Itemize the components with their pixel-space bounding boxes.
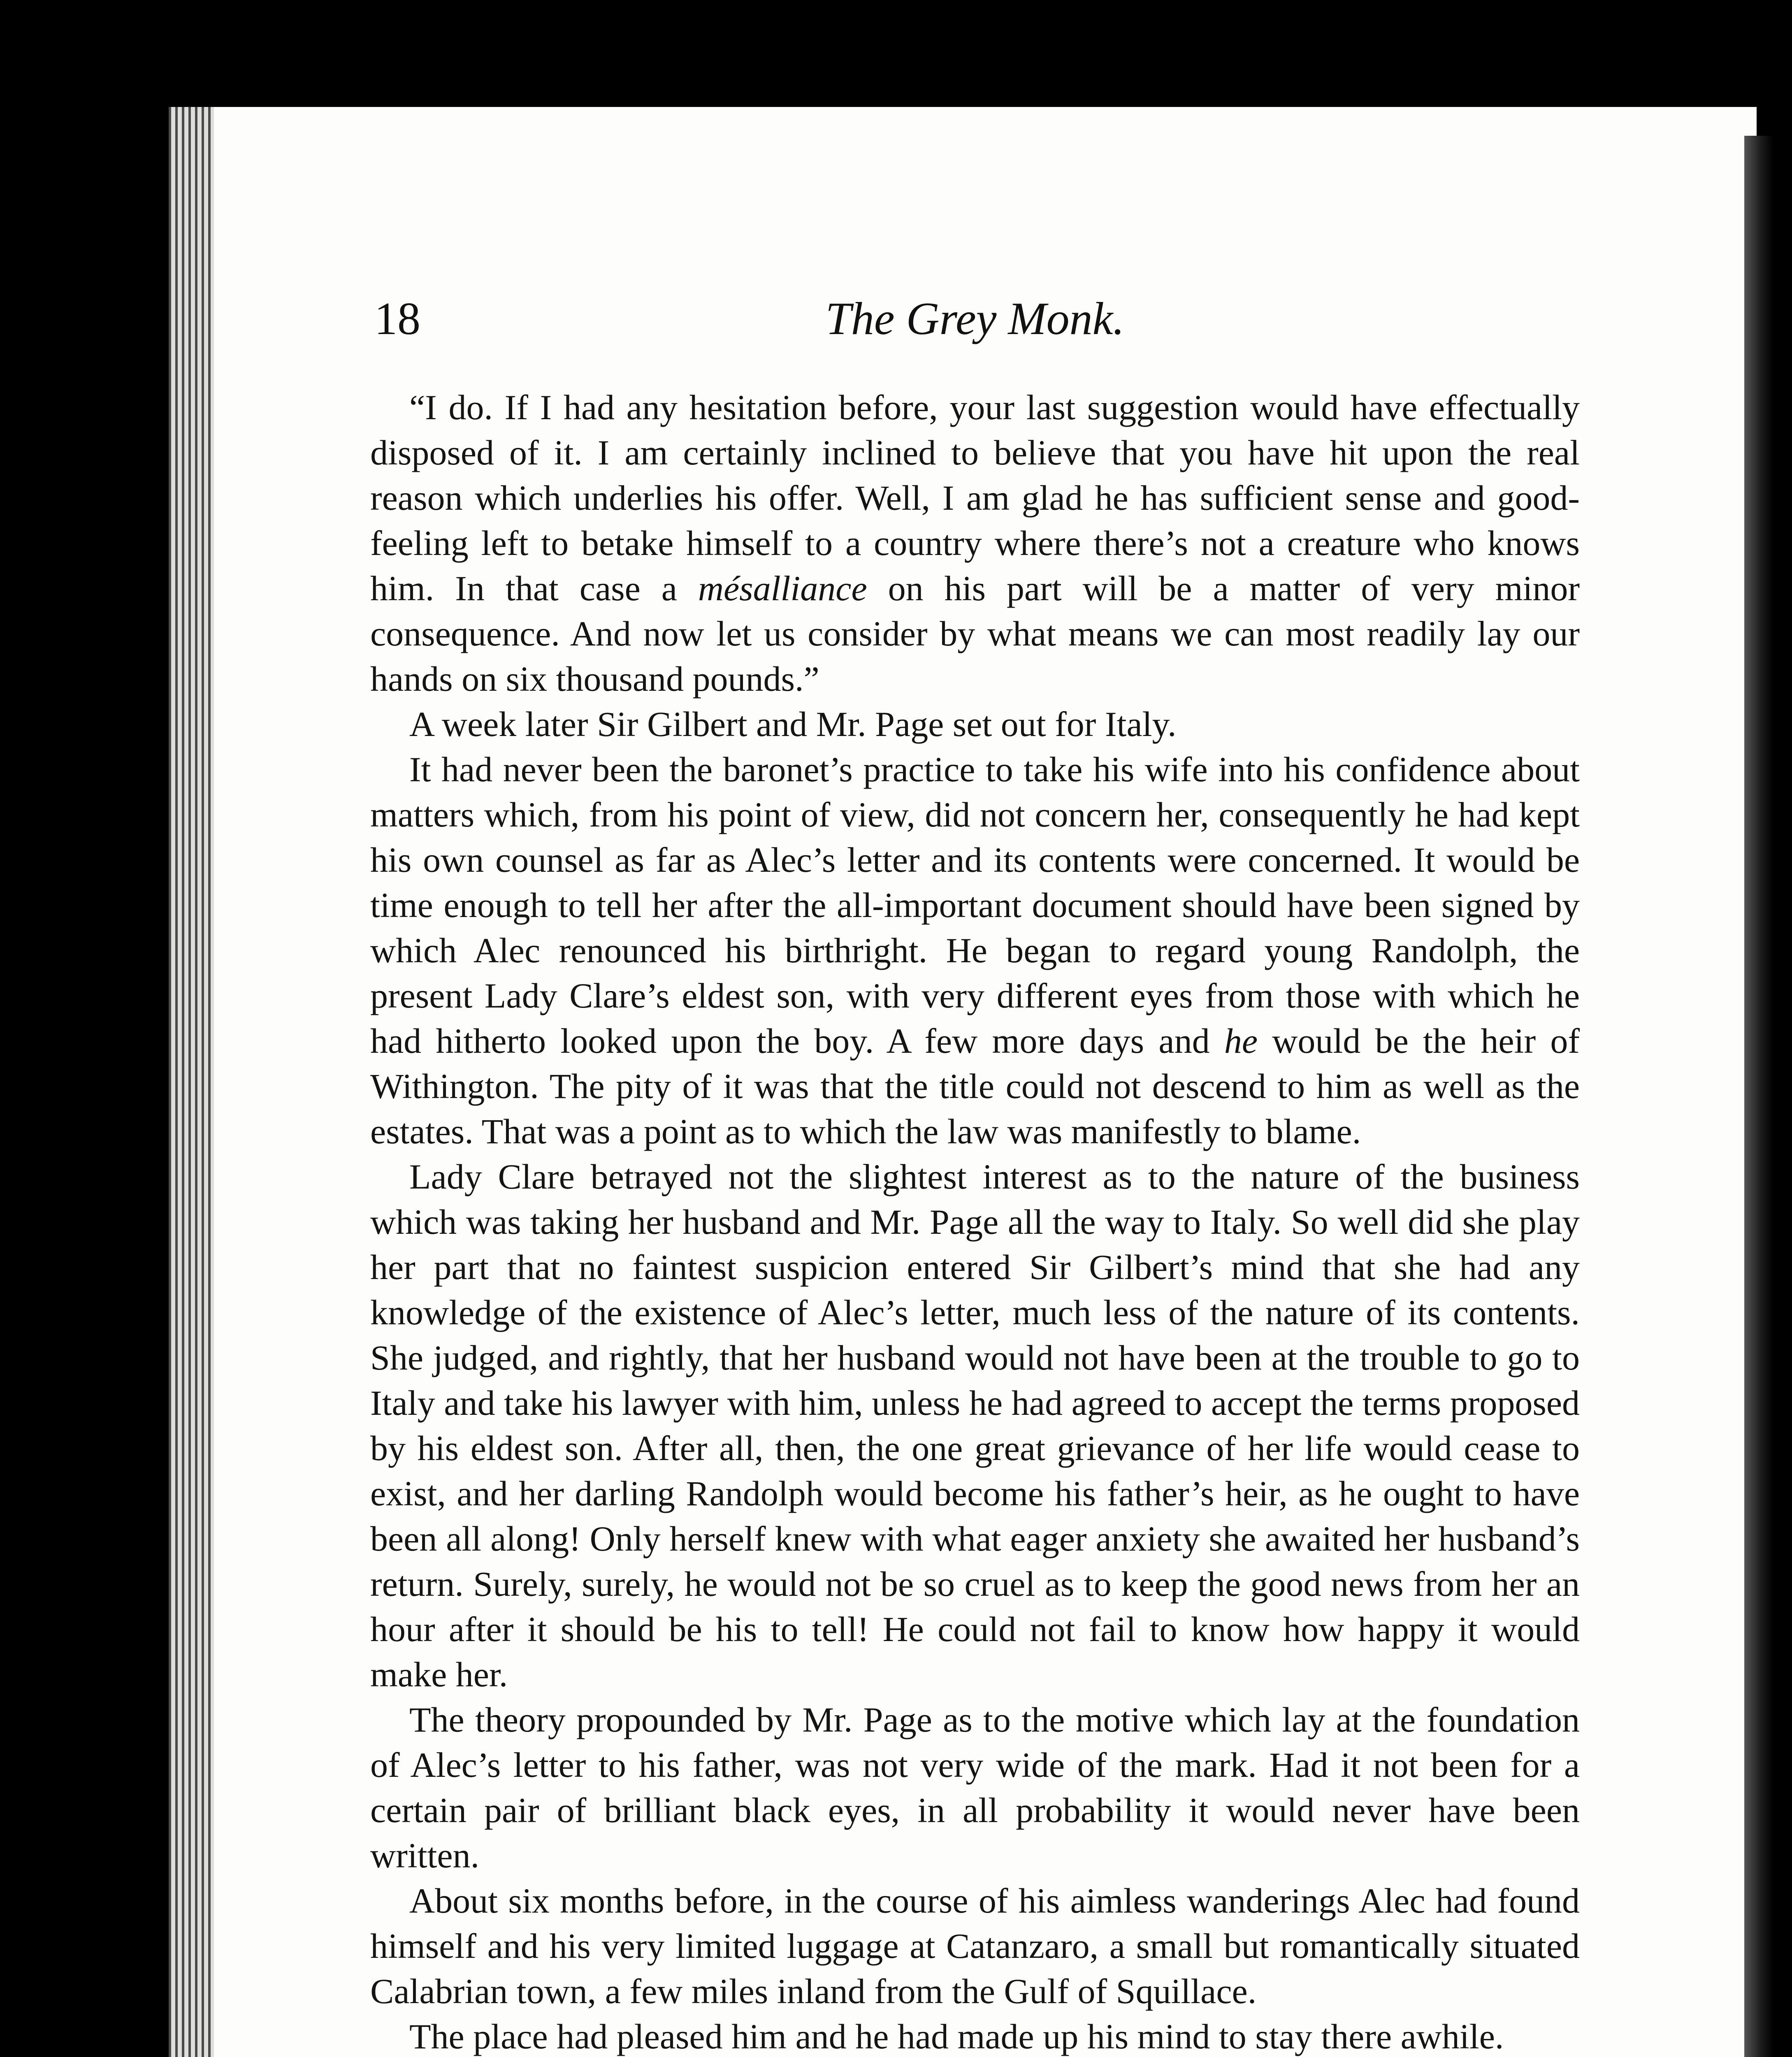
text-run: The place had pleased him and he had made up his mind to stay there awhile. [409, 2017, 1504, 2056]
book-spine-edge [169, 107, 214, 2057]
italic-text: he [1224, 1021, 1258, 1061]
text-run: A week later Sir Gilbert and Mr. Page set out for Italy. [409, 704, 1177, 744]
text-run: It had never been the baronet’s practice to take his wife into his confidence about matters which, from his point of view, did not concern her, consequently he had kept his own counsel as far as Alec’s letter and its contents were concerned. It would be time enough to tell her after the all-important document should have been signed by which Alec renounced his birthright. He began to regard young Randolph, the present Lady Clare’s eldest son, with very different eyes from those with which he had hitherto looked upon the boy. A few more days and [370, 750, 1580, 1061]
text-run: About six months before, in the course of his aimless wanderings Alec had found himself and his very limited luggage at Catanzaro, a small but romantically situated Calabrian town, a few miles inland from the Gulf of Squillace. [370, 1881, 1580, 2011]
text-run: would be the heir of Withington. The pity of it was that the title could not descend to him as well as the estates. That was a point as to which the law was manifestly to blame. [370, 1021, 1580, 1151]
paragraph [370, 385, 1580, 701]
paragraph [370, 1697, 1580, 1878]
text-run: The theory propounded by Mr. Page as to the motive which lay at the foundation of Alec’s letter to his father, was not very wide of the mark. Had it not been for a certain pair of brilliant black eyes, in all probability it would never have been written. [370, 1700, 1580, 1875]
text-run: Lady Clare betrayed not the slightest interest as to the nature of the business which was taking her husband and Mr. Page all the way to Italy. So well did she play her part that no faintest suspicion entered Sir Gilbert’s mind that she had any knowledge of the existence of Alec’s letter, much less of the nature of its contents. She judged, and rightly, that her husband would not have been at the trouble to go to Italy and take his lawyer with him, unless he had agreed to accept the terms proposed by his eldest son. After all, then, the one great grievance of her life would cease to exist, and her darling Randolph would become his father’s heir, as he ought to have been all along! Only herself knew with what eager anxiety she awaited her husband’s return. Surely, surely, he would not be so cruel as to keep the good news from her an hour after it should be his to tell! He could not fail to know how happy it would make her. [370, 1157, 1580, 1694]
page-number: 18 [374, 293, 420, 344]
text-run: on his part will be a matter of very minor consequence. And now let us consider by what means we can most readily lay our hands on six thousand pounds.” [370, 569, 1580, 699]
italic-text: mésalliance [698, 569, 867, 608]
paragraph [370, 2014, 1580, 2057]
paragraph [370, 747, 1580, 1154]
paragraph [370, 701, 1580, 747]
text-run: “I do. If I had any hesitation before, your last suggestion would have effectually disposed of it. I am certainly inclined to believe that you have hit upon the real reason which underlies his offer. Well, I am glad he has sufficient sense and good-feeling left to betake himself to a country where there’s not a creature who knows him. In that case a [370, 388, 1580, 608]
page-header [374, 288, 1576, 350]
running-title: The Grey Monk. [825, 293, 1125, 344]
body-text [370, 385, 1580, 2057]
paragraph [370, 1154, 1580, 1697]
paragraph [370, 1878, 1580, 2014]
page-binding-shadow [1744, 136, 1773, 2057]
